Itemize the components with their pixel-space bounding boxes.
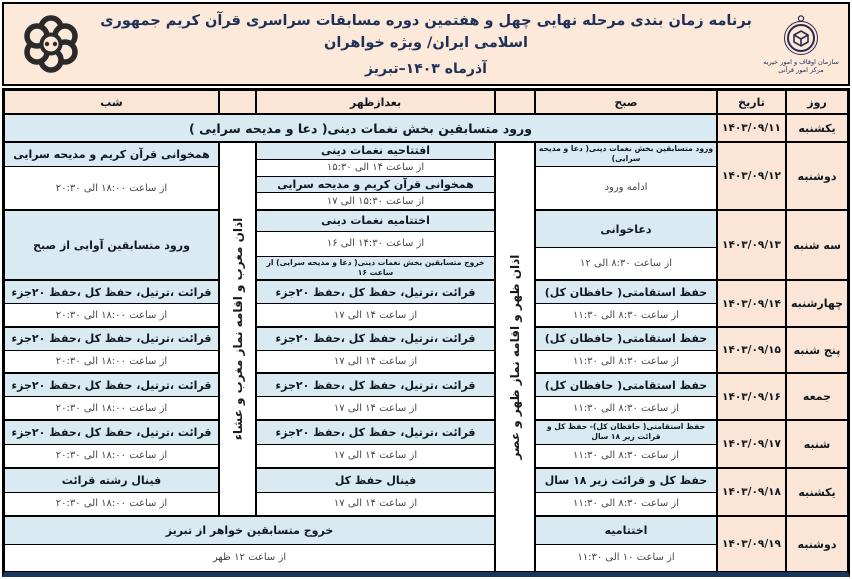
row6-night-time: از ساعت ۱۸:۰۰ الی ۲۰:۳۰: [55, 402, 168, 414]
row2-pm-activity-2: همخوانی قرآن کریم و مدیحه سرایی: [257, 177, 494, 194]
row4-morning-time: از ساعت ۸:۳۰ الی ۱۱:۳۰: [572, 309, 680, 321]
row7-pm-time: از ساعت ۱۴ الی ۱۷: [333, 450, 418, 462]
row7-night-activity: قرائت ،ترتیل، حفظ کل ،حفظ ۲۰جزء: [5, 421, 218, 445]
header-maghrib-spacer: [219, 90, 256, 114]
row3-morning-time: از ساعت ۸:۳۰ الی ۱۲: [580, 258, 672, 269]
row5-morning-time: از ساعت ۸:۳۰ الی ۱۱:۳۰: [572, 355, 680, 367]
row4-night-activity: قرائت ،ترتیل، حفظ کل ،حفظ ۲۰جزء: [5, 281, 218, 304]
row5-night-activity: قرائت ،ترتیل، حفظ کل ،حفظ ۲۰جزء: [5, 328, 218, 351]
rosette-icon: [21, 14, 81, 74]
row8-morning-time: از ساعت ۸:۳۰ الی ۱۱:۳۰: [572, 498, 680, 510]
row3-morning-cell: [535, 210, 717, 280]
row4-morning-cell: [535, 280, 717, 327]
row9-morning-cell: [535, 516, 717, 572]
row3-night-cell: ورود متسابقین آوایی از صبح: [4, 210, 219, 280]
row8-pm-activity: فینال حفظ کل: [257, 469, 494, 493]
row9-merged-departure-cell: [4, 516, 495, 572]
day-cell: دوشنبه: [786, 516, 848, 572]
awqaf-emblem-logo: [764, 14, 838, 74]
row2-pm-time-2: از ساعت ۱۵:۳۰ الی ۱۷: [326, 195, 425, 207]
row6-night-activity: قرائت ،ترتیل، حفظ کل ،حفظ ۲۰جزء: [5, 374, 218, 397]
zuhr-azan-vertical-label: [495, 142, 535, 572]
row7-morning-cell: [535, 420, 717, 468]
zuhr-azan-text: اذان ظهر و اقامه نماز ظهر و عصر: [508, 254, 522, 460]
header-date: تاریخ: [717, 90, 786, 114]
date-cell: ۱۴۰۳/۰۹/۱۶: [717, 373, 786, 420]
row5-afternoon-cell: [256, 327, 495, 373]
row7-night-time: از ساعت ۱۸:۰۰ الی ۲۰:۳۰: [55, 450, 168, 462]
row7-pm-activity: قرائت ،ترتیل، حفظ کل ،حفظ ۲۰جزء: [257, 421, 494, 445]
row2-afternoon-cell: [256, 142, 495, 210]
day-cell: پنج شنبه: [786, 327, 848, 373]
row1-merged-activity: ورود متسابقین بخش نغمات دینی( دعا و مدیحه سرایی ): [4, 114, 717, 142]
emblem-caption-line2: مرکز امور قرآنی: [778, 66, 824, 74]
header-night: شب: [4, 90, 219, 114]
date-cell: ۱۴۰۳/۰۹/۱۴: [717, 280, 786, 327]
row2-night-time: از ساعت ۱۸:۰۰ الی ۲۰:۳۰: [55, 182, 168, 194]
row9-departure-time: از ساعت ۱۲ ظهر: [212, 552, 287, 564]
row4-pm-time: از ساعت ۱۴ الی ۱۷: [333, 309, 418, 321]
date-cell: ۱۴۰۳/۰۹/۱۱: [717, 114, 786, 142]
row7-night-cell: [4, 420, 219, 468]
row9-closing-time: از ساعت ۱۰ الی ۱۱:۳۰: [577, 552, 675, 564]
row6-afternoon-cell: [256, 373, 495, 420]
row2-pm-time-1: از ساعت ۱۴ الی ۱۵:۳۰: [257, 160, 494, 177]
row7-afternoon-cell: [256, 420, 495, 468]
row9-closing-ceremony: اختتامیه: [536, 517, 716, 545]
row6-morning-activity: حفظ استقامتی( حافظان کل): [536, 374, 716, 397]
row8-morning-cell: [535, 468, 717, 516]
row3-afternoon-cell: [256, 210, 495, 280]
rosette-logo: [14, 14, 88, 74]
row8-night-cell: [4, 468, 219, 516]
row6-pm-time: از ساعت ۱۴ الی ۱۷: [333, 402, 418, 414]
maghrib-azan-vertical-label: [219, 142, 256, 516]
header-morning: صبح: [535, 90, 717, 114]
row5-morning-activity: حفظ استقامتی( حافظان کل): [536, 328, 716, 351]
row8-pm-time: از ساعت ۱۴ الی ۱۷: [333, 498, 418, 510]
page: [2, 2, 850, 577]
row9-departure-activity: خروج متسابقین خواهر از تبریز: [5, 517, 494, 545]
day-cell: شنبه: [786, 420, 848, 468]
row6-pm-activity: قرائت ،ترتیل، حفظ کل ،حفظ ۲۰جزء: [257, 374, 494, 397]
row5-night-cell: [4, 327, 219, 373]
row3-pm-departure-note: خروج متسابقین بخش نغمات دینی( دعا و مدیحه سرایی) از ساعت ۱۶: [257, 257, 494, 280]
maghrib-azan-text: اذان مغرب و اقامه نماز مغرب و عشاء: [230, 217, 245, 441]
row6-night-cell: [4, 373, 219, 420]
row5-pm-time: از ساعت ۱۴ الی ۱۷: [333, 355, 418, 367]
header-zuhr-spacer: [495, 90, 535, 114]
row2-pm-activity-1: افتتاحیه نغمات دینی: [257, 143, 494, 160]
row3-pm-time: از ساعت ۱۴:۳۰ الی ۱۶: [257, 232, 494, 257]
date-cell: ۱۴۰۳/۰۹/۱۹: [717, 516, 786, 572]
awqaf-emblem-icon: [779, 14, 823, 58]
row6-morning-time: از ساعت ۸:۳۰ الی ۱۱:۳۰: [572, 402, 680, 414]
row8-morning-activity: حفظ کل و قرائت زیر ۱۸ سال: [536, 469, 716, 493]
row5-morning-cell: [535, 327, 717, 373]
row4-night-cell: [4, 280, 219, 327]
day-cell: سه شنبه: [786, 210, 848, 280]
row2-morning-note: ورود متسابقین بخش نغمات دینی( دعا و مدیحه سرایی): [536, 143, 716, 167]
row8-afternoon-cell: [256, 468, 495, 516]
row5-night-time: از ساعت ۱۸:۰۰ الی ۲۰:۳۰: [55, 355, 168, 367]
row8-night-time: از ساعت ۱۸:۰۰ الی ۲۰:۳۰: [55, 498, 168, 510]
row2-night-cell: [4, 142, 219, 210]
emblem-caption-line1: سازمان اوقاف و امور خیریه: [763, 57, 839, 66]
schedule-table: [2, 88, 850, 577]
row2-morning-cell: [535, 142, 717, 210]
schedule-title: برنامه زمان بندی مرحله نهایی چهل و هفتمین دوره مسابقات سراسری قرآن کریم جمهوری اسلامی ایران/ ویژه خواهران: [100, 13, 752, 51]
date-cell: ۱۴۰۳/۰۹/۱۲: [717, 142, 786, 210]
row4-pm-activity: قرائت ،ترتیل، حفظ کل ،حفظ ۲۰جزء: [257, 281, 494, 304]
header-afternoon: بعدازظهر: [256, 90, 495, 114]
row6-morning-cell: [535, 373, 717, 420]
header-day: روز: [786, 90, 848, 114]
day-cell: چهارشنبه: [786, 280, 848, 327]
banner-titles: [88, 11, 764, 77]
row3-pm-activity: اختتامیه نغمات دینی: [257, 211, 494, 232]
row7-morning-time: از ساعت ۸:۳۰ الی ۱۱:۳۰: [572, 450, 680, 462]
date-cell: ۱۴۰۳/۰۹/۱۵: [717, 327, 786, 373]
row4-afternoon-cell: [256, 280, 495, 327]
row4-night-time: از ساعت ۱۸:۰۰ الی ۲۰:۳۰: [55, 309, 168, 321]
date-cell: ۱۴۰۳/۰۹/۱۷: [717, 420, 786, 468]
banner: [2, 2, 850, 86]
day-cell: جمعه: [786, 373, 848, 420]
row7-morning-activity: حفظ استقامتی( حافظان کل)- حفظ کل و قرائت زیر ۱۸ سال: [536, 421, 716, 445]
row4-morning-activity: حفظ استقامتی( حافظان کل): [536, 281, 716, 304]
row2-night-activity: همخوانی قرآن کریم و مدیحه سرایی: [5, 143, 218, 167]
row8-night-activity: فینال رشته قرائت: [5, 469, 218, 493]
row2-morning-main: ادامه ورود: [604, 182, 648, 194]
row5-pm-activity: قرائت ،ترتیل، حفظ کل ،حفظ ۲۰جزء: [257, 328, 494, 351]
day-cell: یکشنبه: [786, 114, 848, 142]
date-cell: ۱۴۰۳/۰۹/۱۳: [717, 210, 786, 280]
row3-morning-activity: دعاخوانی: [536, 211, 716, 248]
schedule-subtitle: آذرماه ۱۴۰۳–تبریز: [365, 60, 487, 77]
date-cell: ۱۴۰۳/۰۹/۱۸: [717, 468, 786, 516]
day-cell: دوشنبه: [786, 142, 848, 210]
day-cell: یکشنبه: [786, 468, 848, 516]
